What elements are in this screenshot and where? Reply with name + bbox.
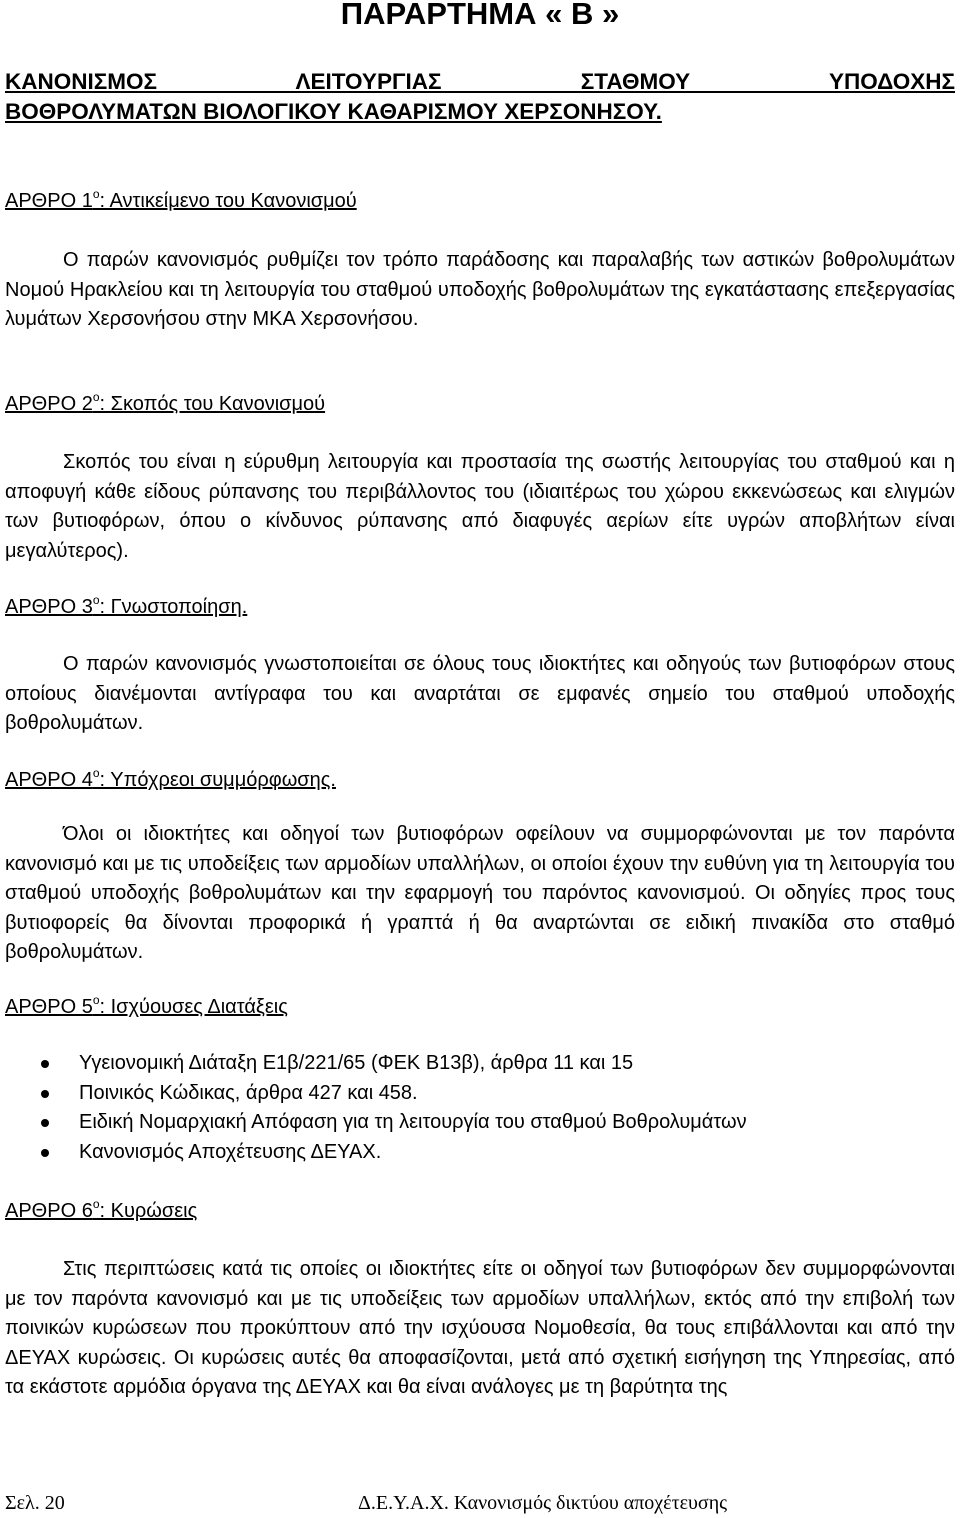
article-5-title: ΑΡΘΡΟ $5^o$: Ισχύουσες Διατάξεις — [5, 993, 288, 1018]
article-2-title: ΑΡΘΡΟ $2^o$: Σκοπός του Κανονισμού — [5, 390, 326, 415]
list-item: Ειδική Νομαρχιακή Απόφαση για τη λειτουργία του σταθμού Βοθρολυμάτων — [0, 1108, 950, 1138]
regulation-heading-line-1: ΚΑΝΟΝΙΣΜΟΣ ΛΕΙΤΟΥΡΓΙΑΣ ΣΤΑΘΜΟΥ ΥΠΟΔΟΧΗΣ — [5, 69, 955, 94]
article-3-title: ΑΡΘΡΟ $3^o$: Γνωστοποίηση. — [5, 593, 248, 618]
article-1-text: Ο παρών κανονισμός ρυθμίζει τον τρόπο παράδοσης και παραλαβής των αστικών βοθρολυμάτων Νομού Ηρακλείου και τη λειτουργία του σταθμού υποδοχής βοθρολυμάτων της εγκατάστασης επεξεργασίας λυμάτων Χερσονήσου στην ΜΚΑ Χερσονήσου. — [5, 249, 955, 330]
page-footer — [5, 1490, 955, 1516]
list-item: Υγειονομική Διάταξη Ε1β/221/65 (ΦΕΚ Β13β), άρθρα 11 και 15 — [0, 1049, 950, 1079]
page-title: ΠΑΡΑΡΤΗΜΑ « Β » — [340, 0, 620, 31]
article-6-text: Στις περιπτώσεις κατά τις οποίες οι ιδιοκτήτες είτε οι οδηγοί των βυτιοφόρων δεν συμμορφώνονται με τον παρόντα κανονισμό και με τις υποδείξεις των αρμοδίων υπαλλήλων, εκτός από την επιβολή των ποινικών κυρώσεων που προκύπτουν από την ισχύουσα Νομοθεσία, θα τους επιβάλλονται και από την ΔΕΥΑΧ κυρώσεις. Οι κυρώσεις αυτές θα αποφασίζονται, μετά από σχετική εισήγηση της Υπηρεσίας, από τα εκάστοτε αρμόδια όργανα της ΔΕΥΑΧ και θα είναι ανάλογες με τη βαρύτητα της — [5, 1258, 955, 1398]
page-number: Σελ. 20 — [5, 1492, 65, 1514]
bullet-icon — [41, 1060, 49, 1068]
article-4-text: Όλοι οι ιδιοκτήτες και οδηγοί των βυτιοφόρων οφείλουν να συμμορφώνονται με τον παρόντα κανονισμό και με τις υποδείξεις των αρμοδίων υπαλλήλων, οι οποίοι έχουν την ευθύνη για τη λειτουργία του σταθμού υποδοχής βοθρολυμάτων και την εφαρμογή του παρόντος κανονισμού. Οι οδηγίες προς τους βυτιοφορείς θα δίνονται προφορικά ή γραπτά ή θα αναρτώνται σε ειδική πινακίδα στο σταθμό βοθρολυμάτων. — [5, 823, 955, 963]
article-2-text: Σκοπός του είναι η εύρυθμη λειτουργία και προστασία της σωστής λειτουργίας του σταθμού και η αποφυγή κάθε είδους ρύπανσης του περιβάλλοντος του (ιδιαιτέρως του χώρου εκκενώσεως και ελιγμών των βυτιοφόρων, όπου ο κίνδυνος ρύπανσης από διαφυγές αερίων είτε υγρών αποβλήτων είναι μεγαλύτερος). — [5, 451, 955, 562]
list-item: Ποινικός Κώδικας, άρθρα 427 και 458. — [0, 1079, 950, 1109]
article-4-title: ΑΡΘΡΟ $4^o$: Υπόχρεοι συμμόρφωσης. — [5, 766, 336, 791]
document-name: Δ.Ε.Υ.Α.Χ. Κανονισμός δικτύου αποχέτευσης — [358, 1492, 728, 1514]
regulation-heading-line-2: ΒΟΘΡΟΛΥΜΑΤΩΝ ΒΙΟΛΟΓΙΚΟΥ ΚΑΘΑΡΙΣΜΟΥ ΧΕΡΣΟΝΗΣΟΥ. — [5, 99, 662, 124]
article-1-title: ΑΡΘΡΟ $1^o$: Αντικείμενο του Κανονισμού — [5, 187, 357, 212]
bullet-icon — [41, 1090, 49, 1098]
article-6-title: ΑΡΘΡΟ $6^o$: Κυρώσεις — [5, 1197, 198, 1222]
legal-provisions-list — [0, 1049, 950, 1167]
list-item: Κανονισμός Αποχέτευσης ΔΕΥΑΧ. — [0, 1138, 950, 1168]
bullet-icon — [41, 1119, 49, 1127]
bullet-icon — [41, 1149, 49, 1157]
article-3-text: Ο παρών κανονισμός γνωστοποιείται σε όλους τους ιδιοκτήτες και οδηγούς των βυτιοφόρων στους οποίους διανέμονται αντίγραφα του και αναρτάται σε εμφανές σημείο του σταθμού υποδοχής βοθρολυμάτων. — [5, 653, 955, 734]
